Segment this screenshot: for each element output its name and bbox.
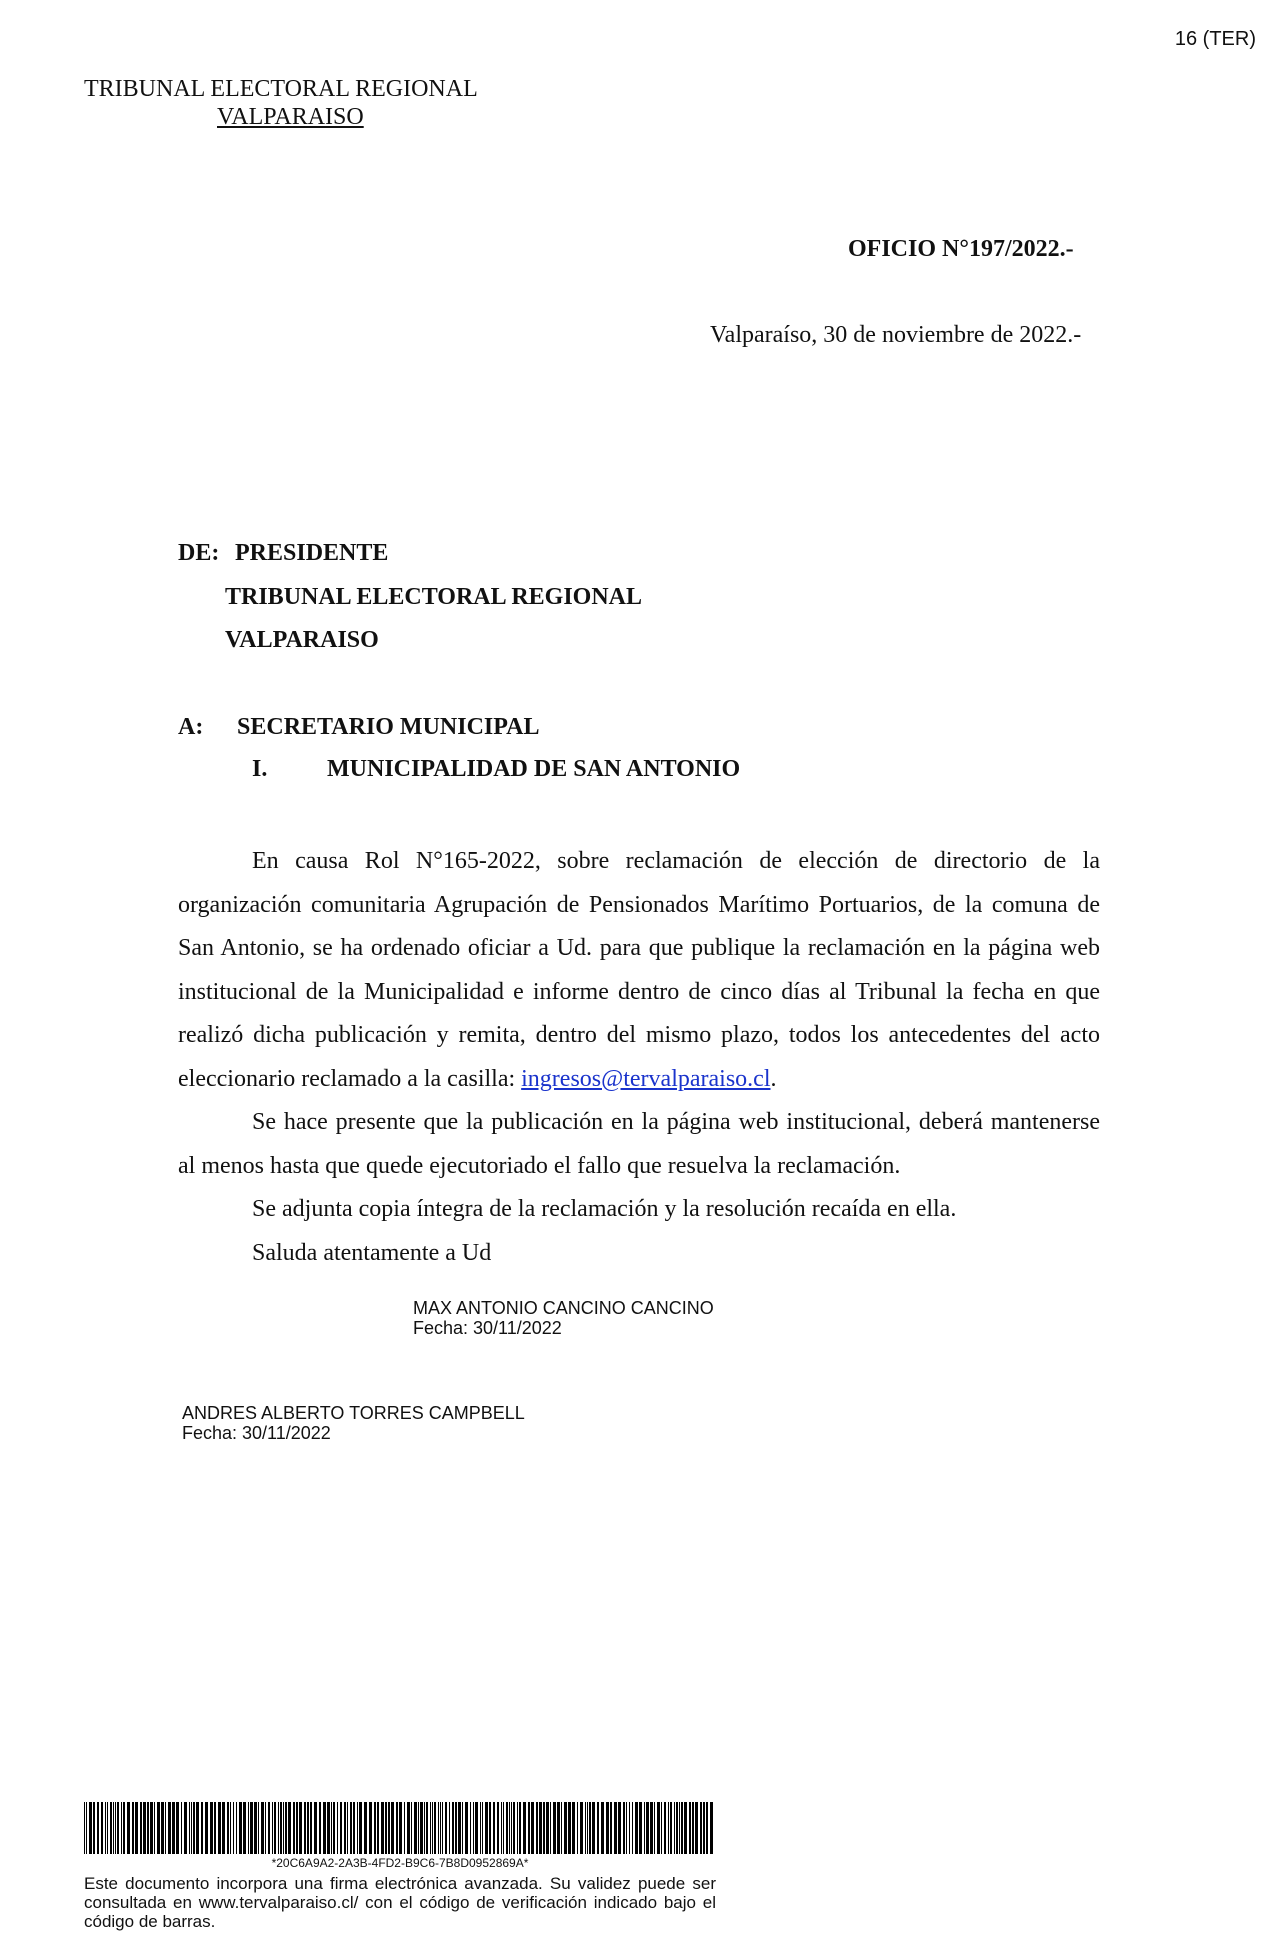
signer-2-date: Fecha: 30/11/2022 — [182, 1423, 331, 1443]
paragraph-1 — [178, 840, 1100, 1101]
oficio-number: OFICIO N°197/2022.- — [848, 236, 1074, 262]
from-label: DE: — [178, 540, 220, 566]
paragraph-1-end: . — [770, 1065, 777, 1092]
document-date: Valparaíso, 30 de noviembre de 2022.- — [710, 322, 1082, 348]
page-number: 16 (TER) — [1174, 28, 1256, 50]
from-line-2: TRIBUNAL ELECTORAL REGIONAL — [225, 584, 642, 610]
barcode-verification-code: *20C6A9A2-2A3B-4FD2-B9C6-7B8D0952869A* — [271, 1856, 529, 1870]
signer-2-name: ANDRES ALBERTO TORRES CAMPBELL — [182, 1403, 525, 1423]
email-link[interactable]: ingresos@tervalparaiso.cl — [521, 1065, 771, 1092]
paragraph-4: Saluda atentamente a Ud — [252, 1239, 492, 1266]
from-line-1: PRESIDENTE — [235, 540, 389, 566]
to-numeral: I. — [252, 756, 268, 782]
header-city: VALPARAISO — [217, 104, 364, 130]
header-institution: TRIBUNAL ELECTORAL REGIONAL — [84, 76, 478, 102]
paragraph-2: Se hace presente que la publicación en la página web institucional, deberá mantenerse al menos hasta que quede ejecutoriado el fallo que resuelva la reclamación. — [178, 1109, 1100, 1179]
signer-1-date: Fecha: 30/11/2022 — [413, 1318, 562, 1338]
to-line-1: SECRETARIO MUNICIPAL — [237, 714, 540, 740]
paragraph-1-text: En causa Rol N°165-2022, sobre reclamación de elección de directorio de la organización comunitaria Agrupación de Pensionados Marítimo Portuarios, de la comuna de San Antonio, se ha ordenado oficiar a Ud. para que publique la reclamación en la página web institucional de la Municipalidad e informe dentro de cinco días al Tribunal la fecha en que realizó dicha publicación y remita, dentro del mismo plazo, todos los antecedentes del acto eleccionario reclamado a la casilla: — [178, 848, 1100, 1092]
from-line-3: VALPARAISO — [225, 627, 379, 653]
footer-note: Este documento incorpora una firma electrónica avanzada. Su validez puede ser consultada en www.tervalparaiso.cl/ con el código de verificación indicado bajo el código de barras. — [84, 1874, 716, 1931]
to-label: A: — [178, 714, 204, 740]
signer-1-name: MAX ANTONIO CANCINO CANCINO — [413, 1298, 714, 1318]
barcode-icon — [84, 1802, 716, 1854]
to-line-2: MUNICIPALIDAD DE SAN ANTONIO — [327, 756, 741, 782]
paragraph-3: Se adjunta copia íntegra de la reclamación y la resolución recaída en ella. — [252, 1196, 957, 1222]
letter-body — [178, 840, 1100, 1275]
